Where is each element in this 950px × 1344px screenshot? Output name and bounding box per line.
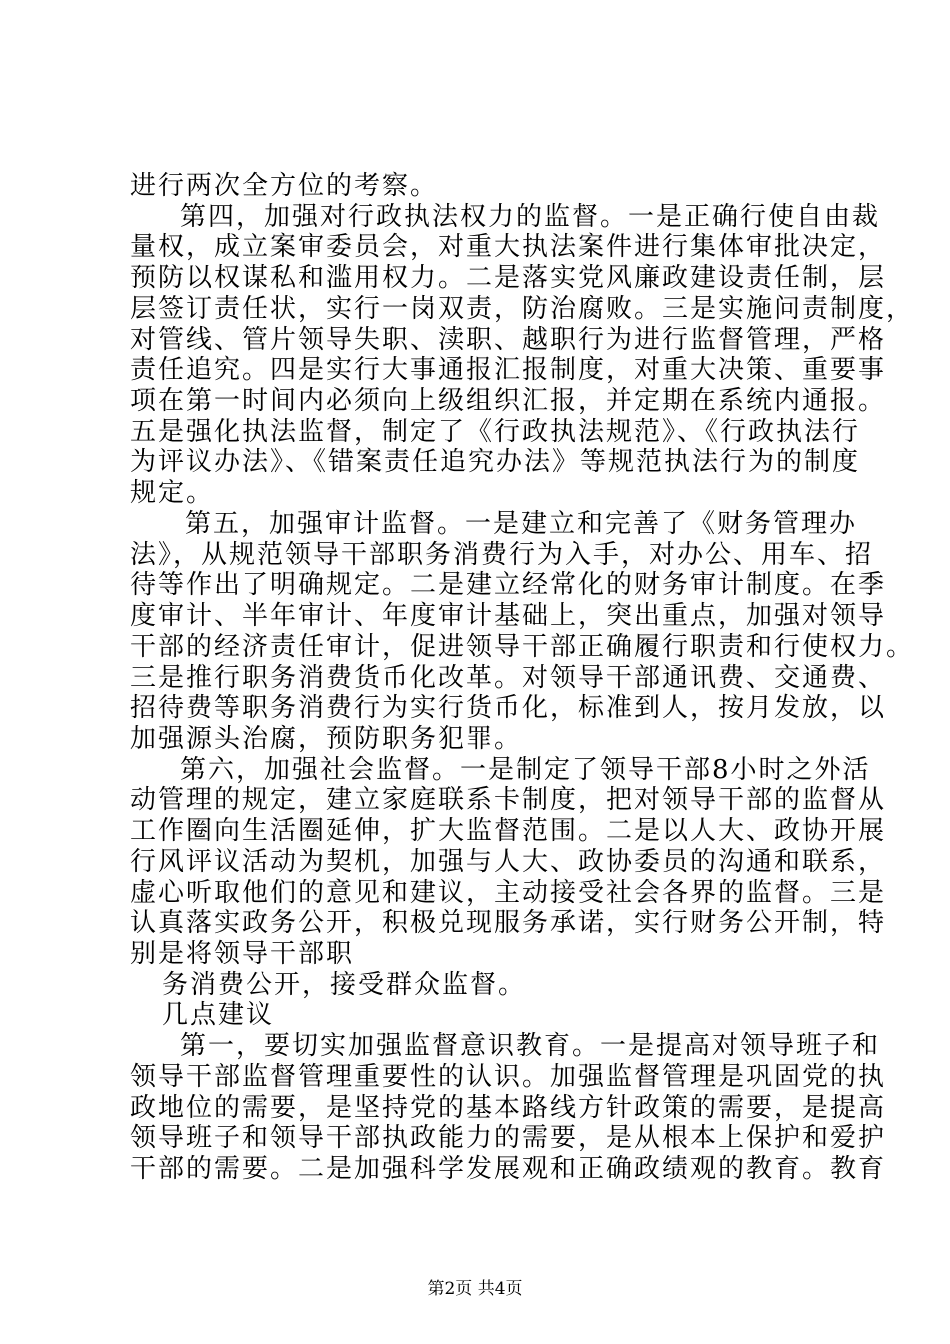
text-line: 规定。 (130, 478, 215, 508)
text-line: 第四，加强对行政执法权力的监督。一是正确行使自由裁 (180, 202, 881, 232)
text-line: 工作圈向生活圈延伸，扩大监督范围。二是以人大、政协开展 (130, 816, 887, 846)
text-line: 待等作出了明确规定。二是建立经常化的财务审计制度。在季 (130, 570, 887, 600)
text-line: 责任追究。四是实行大事通报汇报制度，对重大决策、重要事 (130, 355, 887, 385)
text-line: 政地位的需要，是坚持党的基本路线方针政策的需要，是提高 (130, 1093, 887, 1123)
text-line: 量权，成立案审委员会，对重大执法案件进行集体审批决定， (130, 232, 887, 262)
text-line: 第一，要切实加强监督意识教育。一是提高对领导班子和 (180, 1031, 881, 1061)
text-line: 对管线、管片领导失职、渎职、越职行为进行监督管理，严格 (130, 325, 887, 355)
text-line: 领导班子和领导干部执政能力的需要，是从根本上保护和爱护 (130, 1123, 887, 1153)
text-line: 加强源头治腐，预防职务犯罪。 (130, 724, 523, 754)
page-number-footer: 第2页 共4页 (427, 1279, 523, 1299)
text-line: 动管理的规定，建立家庭联系卡制度，把对领导干部的监督从 (130, 785, 887, 815)
text-line: 层签订责任状，实行一岗双责，防治腐败。三是实施问责制度， (130, 294, 915, 324)
text-line: 虚心听取他们的意见和建议，主动接受社会各界的监督。三是 (130, 878, 887, 908)
text-line: 进行两次全方位的考察。 (130, 171, 439, 201)
text-line: 干部的需要。二是加强科学发展观和正确政绩观的教育。教育 (130, 1154, 887, 1184)
text-line: 认真落实政务公开，积极兑现服务承诺，实行财务公开制，特 (130, 908, 887, 938)
text-line: 领导干部监督管理重要性的认识。加强监督管理是巩固党的执 (130, 1062, 887, 1092)
text-line: 三是推行职务消费货币化改革。对领导干部通讯费、交通费、 (130, 663, 887, 693)
text-line: 干部的经济责任审计，促进领导干部正确履行职责和行使权力。 (130, 632, 915, 662)
text-line: 法》，从规范领导干部职务消费行为入手，对办公、用车、招 (130, 540, 874, 570)
text-line: 度审计、半年审计、年度审计基础上，突出重点，加强对领导 (130, 601, 887, 631)
text-line: 第六，加强社会监督。一是制定了领导干部8小时之外活 (180, 755, 871, 785)
text-line: 行风评议活动为契机，加强与人大、政协委员的沟通和联系， (130, 847, 887, 877)
text-line: 务消费公开，接受群众监督。 (162, 970, 527, 1000)
section-heading: 几点建议 (162, 1000, 275, 1030)
text-line: 别是将领导干部职 (130, 939, 355, 969)
text-line: 招待费等职务消费行为实行货币化，标准到人，按月发放，以 (130, 693, 887, 723)
text-line: 为评议办法》、《错案责任追究办法》等规范执法行为的制度 (130, 447, 861, 477)
text-line: 第五，加强审计监督。一是建立和完善了《财务管理办 (185, 509, 858, 539)
text-line: 预防以权谋私和滥用权力。二是落实党风廉政建设责任制，层 (130, 263, 887, 293)
text-line: 五是强化执法监督，制定了《行政执法规范》、《行政执法行 (130, 417, 861, 447)
text-line: 项在第一时间内必须向上级组织汇报，并定期在系统内通报。 (130, 386, 887, 416)
